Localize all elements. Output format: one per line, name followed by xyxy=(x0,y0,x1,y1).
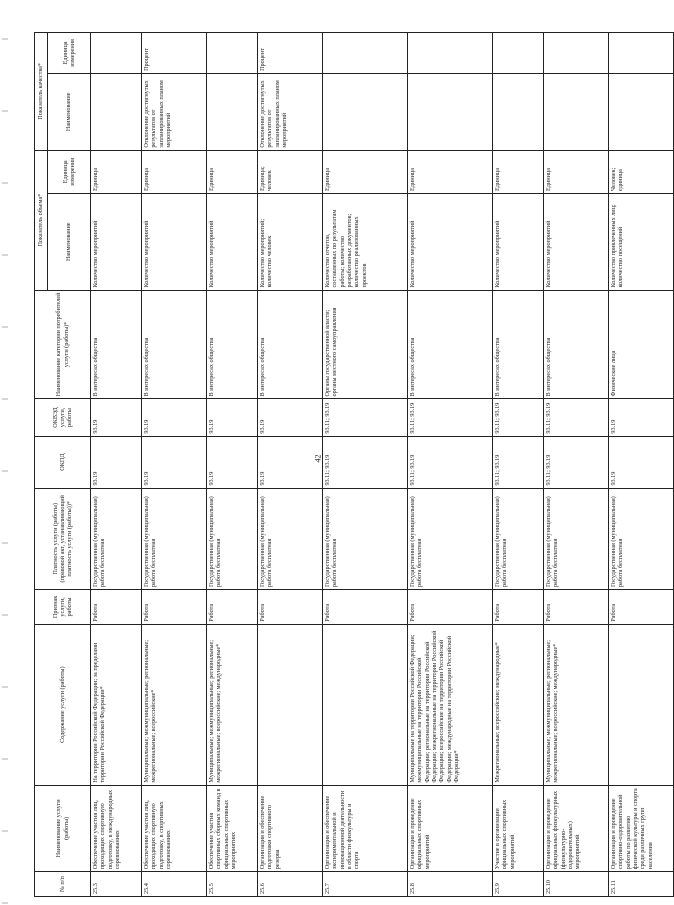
header-quality-group: Показатель качества* xyxy=(35,33,48,151)
cell-quality-name xyxy=(408,73,493,150)
cell-okved: 93.11; 93.19 xyxy=(408,399,493,436)
table-row xyxy=(408,33,493,897)
table-row xyxy=(493,33,544,897)
cell-okpd: 93.19 xyxy=(207,436,258,488)
services-table xyxy=(34,32,674,897)
cell-okved: 93.19 xyxy=(609,399,674,436)
cell-payment: Государственная (муниципальная) работа бесплатная xyxy=(323,488,408,590)
cell-quality-name xyxy=(544,73,609,150)
cell-volume-unit: Единица xyxy=(323,150,408,193)
cell-volume-unit: Единица; человек xyxy=(258,150,323,193)
cell-quality-unit: Процент xyxy=(258,33,323,74)
cell-quality-unit xyxy=(408,33,493,74)
table-row xyxy=(609,33,674,897)
table-row xyxy=(91,33,142,897)
header-okved: ОКВЭД услуги, работы xyxy=(35,399,91,436)
cell-content: Муниципальные; межмуниципальные; региональные; межрегиональные; всероссийские; международные* xyxy=(207,624,258,785)
cell-quality-name xyxy=(609,73,674,150)
cell-sign: Работа xyxy=(609,590,674,625)
table-row xyxy=(323,33,408,897)
cell-quality-unit xyxy=(493,33,544,74)
cell-volume-name: Количество мероприятий xyxy=(408,193,493,290)
cell-okpd: 93.19 xyxy=(91,436,142,488)
cell-num: 25.4 xyxy=(142,872,207,897)
cell-name: Организация и обеспечение экспериментальной и инновационной деятельности в области физкультуры и спорта xyxy=(323,785,408,872)
cell-volume-unit: Единица xyxy=(207,150,258,193)
cell-consumers: В интересах общества xyxy=(408,290,493,399)
cell-name: Обеспечение участия лиц, проходящих спортивную подготовку, в спортивных соревнованиях xyxy=(142,785,207,872)
cell-okved: 93.11; 93.19 xyxy=(493,399,544,436)
cell-volume-name: Количество мероприятий xyxy=(91,193,142,290)
cell-okved: 93.19 xyxy=(207,399,258,436)
cell-num: 25.9 xyxy=(493,872,544,897)
cell-content xyxy=(323,624,408,785)
cell-okved: 93.19 xyxy=(91,399,142,436)
rotated-table-sheet xyxy=(34,32,654,897)
cell-name: Обеспечение участия лиц, проходящих спортивную подготовку, в международных соревнованиях xyxy=(91,785,142,872)
cell-content xyxy=(258,624,323,785)
cell-quality-unit xyxy=(91,33,142,74)
header-name: Наименование услуги (работы) xyxy=(35,785,91,872)
cell-quality-name xyxy=(493,73,544,150)
cell-quality-name: Отклонение достигнутых результатов от запланированных планом мероприятий xyxy=(258,73,323,150)
cell-okved: 93.19 xyxy=(258,399,323,436)
cell-quality-unit xyxy=(207,33,258,74)
cell-payment: Государственная (муниципальная) работа бесплатная xyxy=(258,488,323,590)
cell-quality-unit xyxy=(323,33,408,74)
cell-consumers: Физические лица xyxy=(609,290,674,399)
cell-okved: 93.19 xyxy=(142,399,207,436)
cell-volume-unit: Единица xyxy=(91,150,142,193)
cell-volume-unit: Единица xyxy=(142,150,207,193)
cell-sign: Работа xyxy=(91,590,142,625)
cell-consumers: В интересах общества xyxy=(142,290,207,399)
cell-okpd: 93.19 xyxy=(142,436,207,488)
cell-okved: 93.11; 93.19 xyxy=(544,399,609,436)
cell-sign: Работа xyxy=(544,590,609,625)
cell-volume-name: Количество мероприятий; количество человек xyxy=(258,193,323,290)
cell-content: На территории Российской Федерации; за пределами территории Российской Федерации* xyxy=(91,624,142,785)
table-row xyxy=(207,33,258,897)
header-volume-unit: Единица измерения xyxy=(48,150,91,193)
cell-num: 25.11 xyxy=(609,872,674,897)
cell-okpd: 93.11; 93.19 xyxy=(544,436,609,488)
cell-num: 25.3 xyxy=(91,872,142,897)
cell-consumers: В интересах общества xyxy=(258,290,323,399)
header-consumers: Наименование категории потребителей услуги (работы)* xyxy=(35,290,91,399)
cell-payment: Государственная (муниципальная) работа бесплатная xyxy=(207,488,258,590)
cell-content: Муниципальные; межмуниципальные; региональные; межрегиональные; всероссийские; международные* xyxy=(544,624,609,785)
cell-name: Организация и проведение спортивно-оздоровительной работы по развитию физической культуры и спорта среди различных групп населения xyxy=(609,785,674,872)
cell-payment: Государственная (муниципальная) работа бесплатная xyxy=(609,488,674,590)
cell-consumers: В интересах общества xyxy=(91,290,142,399)
cell-name: Организация и проведение официальных физкультурных (физкультурно-оздоровительных) мероприятий xyxy=(544,785,609,872)
header-num: № п/п xyxy=(35,872,91,897)
cell-okved: 93.11; 93.19 xyxy=(323,399,408,436)
cell-content: Муниципальные; межмуниципальные; региональные; межрегиональные; всероссийские* xyxy=(142,624,207,785)
header-content: Содержание услуги (работы) xyxy=(35,624,91,785)
table-row xyxy=(142,33,207,897)
cell-payment: Государственная (муниципальная) работа бесплатная xyxy=(142,488,207,590)
cell-volume-name: Количество мероприятий xyxy=(493,193,544,290)
cell-okpd: 93.11; 93.19 xyxy=(493,436,544,488)
cell-volume-unit: Человек; единица xyxy=(609,150,674,193)
cell-quality-unit: Процент xyxy=(142,33,207,74)
cell-volume-name: Количество привлеченных лиц; количество посещений xyxy=(609,193,674,290)
header-payment: Платность услуги (работы)(правовой акт, устанавливающий платность услуги (работы))* xyxy=(35,488,91,590)
cell-okpd: 93.11; 93.19 xyxy=(408,436,493,488)
cell-sign: Работа xyxy=(207,590,258,625)
cell-name: Организация и проведение официальных спортивных мероприятий xyxy=(408,785,493,872)
cell-num: 25.10 xyxy=(544,872,609,897)
cell-quality-name xyxy=(323,73,408,150)
scan-edge-marks xyxy=(2,0,8,905)
cell-num: 25.6 xyxy=(258,872,323,897)
cell-volume-name: Количество мероприятий xyxy=(207,193,258,290)
header-okpd: ОКПД xyxy=(35,436,91,488)
cell-sign: Работа xyxy=(408,590,493,625)
cell-volume-name: Количество мероприятий xyxy=(142,193,207,290)
cell-content xyxy=(609,624,674,785)
cell-volume-unit: Единица xyxy=(493,150,544,193)
cell-payment: Государственная (муниципальная) работа бесплатная xyxy=(408,488,493,590)
cell-num: 25.7 xyxy=(323,872,408,897)
cell-quality-name xyxy=(207,73,258,150)
page-number: 42 xyxy=(313,454,323,463)
cell-quality-name: Отклонение достигнутых результатов от запланированных планом мероприятий xyxy=(142,73,207,150)
header-volume-group: Показатель объема* xyxy=(35,150,48,290)
cell-name: Организация и обеспечение подготовки спортивного резерва xyxy=(258,785,323,872)
cell-payment: Государственная (муниципальная) работа бесплатная xyxy=(544,488,609,590)
cell-consumers: В интересах общества xyxy=(207,290,258,399)
cell-quality-name xyxy=(91,73,142,150)
cell-volume-name: Количество мероприятий xyxy=(544,193,609,290)
cell-content: Муниципальные на территории Российской Федерации; межмуниципальные на территории Российской Федерации; региональные на территории Российской Федерации; межрегиональные на территории Российской Федерации; всероссийские на территории Российской Федерации; международные на территории Российской Федерации* xyxy=(408,624,493,785)
table-row xyxy=(258,33,323,897)
cell-sign: Работа xyxy=(493,590,544,625)
cell-okpd: 93.19 xyxy=(258,436,323,488)
header-volume-name: Наименование xyxy=(48,193,91,290)
cell-quality-unit xyxy=(544,33,609,74)
cell-consumers: В интересах общества xyxy=(544,290,609,399)
cell-sign: Работа xyxy=(142,590,207,625)
header-sign: Признак услуги, работы xyxy=(35,590,91,625)
cell-sign: Работа xyxy=(323,590,408,625)
cell-volume-unit: Единица xyxy=(544,150,609,193)
cell-payment: Государственная (муниципальная) работа бесплатная xyxy=(91,488,142,590)
cell-consumers: В интересах общества xyxy=(493,290,544,399)
cell-name: Обеспечение участия спортивных сборных команд в официальных спортивных мероприятиях xyxy=(207,785,258,872)
cell-consumers: Органы государственной власти; органы местного самоуправления xyxy=(323,290,408,399)
cell-content: Межрегиональные; всероссийские; международные* xyxy=(493,624,544,785)
cell-payment: Государственная (муниципальная) работа бесплатная xyxy=(493,488,544,590)
table-row xyxy=(544,33,609,897)
cell-okpd: 93.19 xyxy=(609,436,674,488)
header-quality-name: Наименование xyxy=(48,73,91,150)
cell-volume-name: Количество отчетов, составленных по результатам работы; количество разработанных документов; количество реализованных проектов xyxy=(323,193,408,290)
header-quality-unit: Единица измерения xyxy=(48,33,91,74)
cell-name: Участие в организации официальных спортивных мероприятий xyxy=(493,785,544,872)
cell-num: 25.5 xyxy=(207,872,258,897)
cell-sign: Работа xyxy=(258,590,323,625)
cell-okpd: 93.11; 93.19 xyxy=(323,436,408,488)
cell-quality-unit xyxy=(609,33,674,74)
cell-num: 25.8 xyxy=(408,872,493,897)
cell-volume-unit: Единица xyxy=(408,150,493,193)
header-group-row xyxy=(35,33,48,897)
